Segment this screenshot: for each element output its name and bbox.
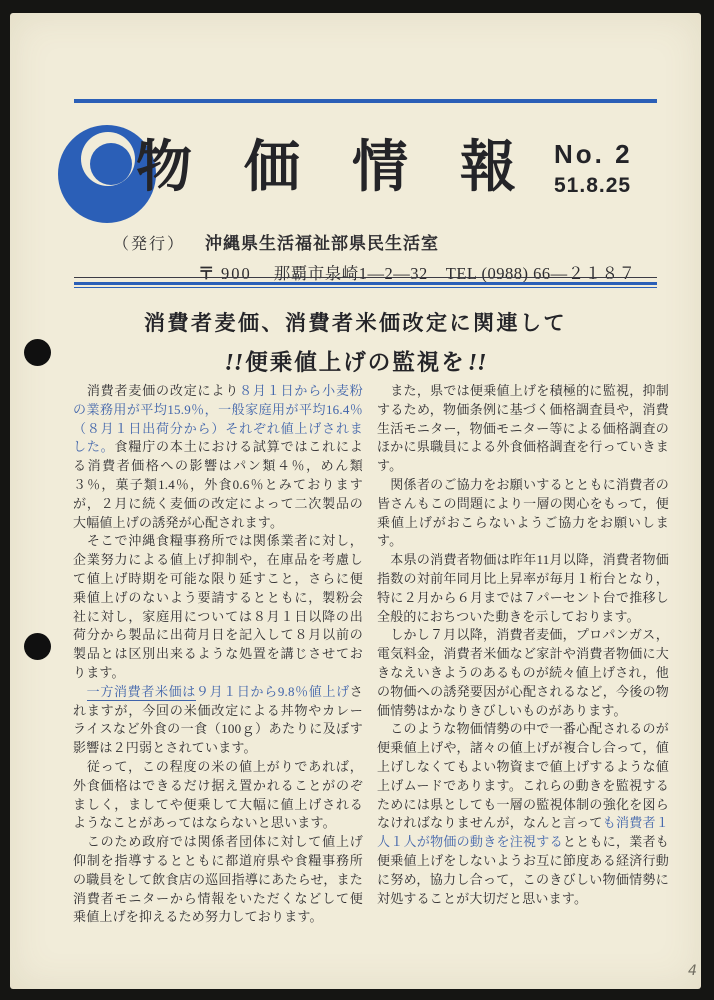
paragraph xyxy=(73,382,363,532)
emblem-inner-circle xyxy=(90,143,132,185)
text-segment: 関係者のご協力をお願いするとともに消費者の皆さんもこの問題により一層の関心をもって，便乗値上げがおこらないようご協力をお願いします。 xyxy=(377,476,669,549)
paragraph xyxy=(377,382,669,476)
article-column-right xyxy=(377,382,669,927)
text-segment: 消費者麦価の改定により xyxy=(73,383,240,398)
paragraph xyxy=(73,758,363,833)
exclamation-open: !! xyxy=(224,350,244,376)
text-segment: 従って，この程度の米の値上がりであれば，外食価格はできるだけ据え置かれることがのぞましく，ましてや便乗して大幅に値上げされるようなことがあってはならないと思います。 xyxy=(73,758,363,831)
text-segment: そこで沖縄食糧事務所では関係業者に対し，企業努力による値上げ抑制や，在庫品を考慮して値上げ時期を可能な限り延すこと，さらに便乗値上げのないよう要請するとともに，製粉会社に対し，家庭用については８月１日以降の出荷分から製品に出荷月日を記入して８月以前の製品とは区別出来るような処置を講じさせております。 xyxy=(73,533,363,680)
text-segment: また，県では便乗値上げを積極的に監視，抑制するため，物価条例に基づく価格調査員や，消費生活モニター，物価モニター等による価格調査のほかに県職員による外食価格調査を行っていきます。 xyxy=(377,383,669,474)
handwritten-page-number: 4 xyxy=(688,963,697,979)
postal-code: 900 xyxy=(221,264,252,283)
punch-hole xyxy=(24,339,51,366)
paragraph xyxy=(377,626,669,720)
paragraph xyxy=(73,683,363,758)
emblem-white-ring xyxy=(81,132,135,186)
article-column-left xyxy=(73,382,363,927)
paragraph xyxy=(73,532,363,682)
highlighted-text-segment: も消費者１人１人が物価の動きを注視する xyxy=(377,815,669,850)
text-segment: 食糧庁の本土における試算ではこれによる消費者価格への影響はパン類４％，めん類３％，菓子類1.4％，外食0.6％とみておりますが，２月に続く麦価の改定によって二次製品の大幅値上げの誘発が心配されます。 xyxy=(73,439,363,530)
text-segment: このため政府では関係者団体に対して値上げ仰制を指導するとともに都道府県や食糧事務所の職員をして飲食店の巡回指導にあたらせ，また消費者モニターから情報をいただくなどして便乗値上げを抑えるため努力しております。 xyxy=(73,834,363,925)
publisher-name: 沖縄県生活福祉部県民生活室 xyxy=(205,234,440,253)
masthead-top-rule xyxy=(74,99,657,103)
masthead-bottom-rule xyxy=(74,277,657,288)
paragraph xyxy=(377,476,669,551)
text-segment: しかし７月以降，消費者麦価，プロパンガス，電気料金，消費者米価など家計や消費者物価に大きなえいきようのあるものが続々値上げされ，他の物価への誘発要因が心配されるなど，今後の物価情勢はかなりきびしいものがあります。 xyxy=(377,627,669,718)
newsletter-title: 物価情報 xyxy=(136,135,568,198)
paragraph xyxy=(73,833,363,927)
highlighted-text-segment: ９月１日から9.8％値上げ xyxy=(195,683,350,699)
highlighted-text-segment: 一方消費者米価は xyxy=(86,683,196,699)
headline-line2-text: 便乗値上げの監視を xyxy=(245,350,466,375)
text-segment: とともに，業者も便乗値上げをしないようお互に節度ある経済行動に努め，協力し合って，このきびしい物価情勢に対処することが大切だと思います。 xyxy=(377,834,669,906)
telephone-number: TEL (0988) 66—２１８７ xyxy=(445,264,636,283)
paper-sheet xyxy=(10,13,701,989)
text-segment xyxy=(73,684,87,699)
paragraph xyxy=(377,551,669,626)
headline xyxy=(10,307,701,377)
paragraph xyxy=(377,720,669,908)
postal-mark-icon: 〒 xyxy=(198,264,215,283)
headline-line1: 消費者麦価、消費者米価改定に関連して xyxy=(144,311,567,335)
text-segment: 本県の消費者物価は昨年11月以降，消費者物価指数の対前年同月比上昇率が毎月１桁台となり，特に２月から６月までは７パーセント台で推移し全般的におちついた動きを示しております。 xyxy=(377,552,669,624)
text-segment: されますが，今回の米価改定による丼物やカレーライスなど外食の一食（100ｇ）あたりに及ぼす影響は２円弱とされています。 xyxy=(73,683,363,756)
exclamation-close: !! xyxy=(467,350,487,376)
headline-line2 xyxy=(10,345,701,377)
text-segment: このような物価情勢の中で一番心配されるのが便乗値上げや，諸々の値上げが複合し合って，値上げしなくてもよい物資まで値上げするような値上げムードであります。これらの動きを監視するためには県としても一層の監視体制の強化を図らなければなりませんが，なんと言って xyxy=(377,721,669,831)
issue-number: No. 2 xyxy=(554,139,633,169)
article-body xyxy=(73,382,669,927)
highlighted-text-segment: ８月１日から小麦粉の業務用が平均15.9％，一般家庭用が平均16.4％（８月１日出荷分から）それぞれ値上げされました。 xyxy=(73,383,363,455)
punch-hole xyxy=(24,633,51,660)
publisher-line xyxy=(113,229,439,254)
issue-date: 51.8.25 xyxy=(554,174,632,197)
issue-block xyxy=(554,139,633,198)
publisher-prefix: （発行） xyxy=(113,236,186,253)
street-address: 那覇市泉崎1—2—32 xyxy=(273,264,428,283)
